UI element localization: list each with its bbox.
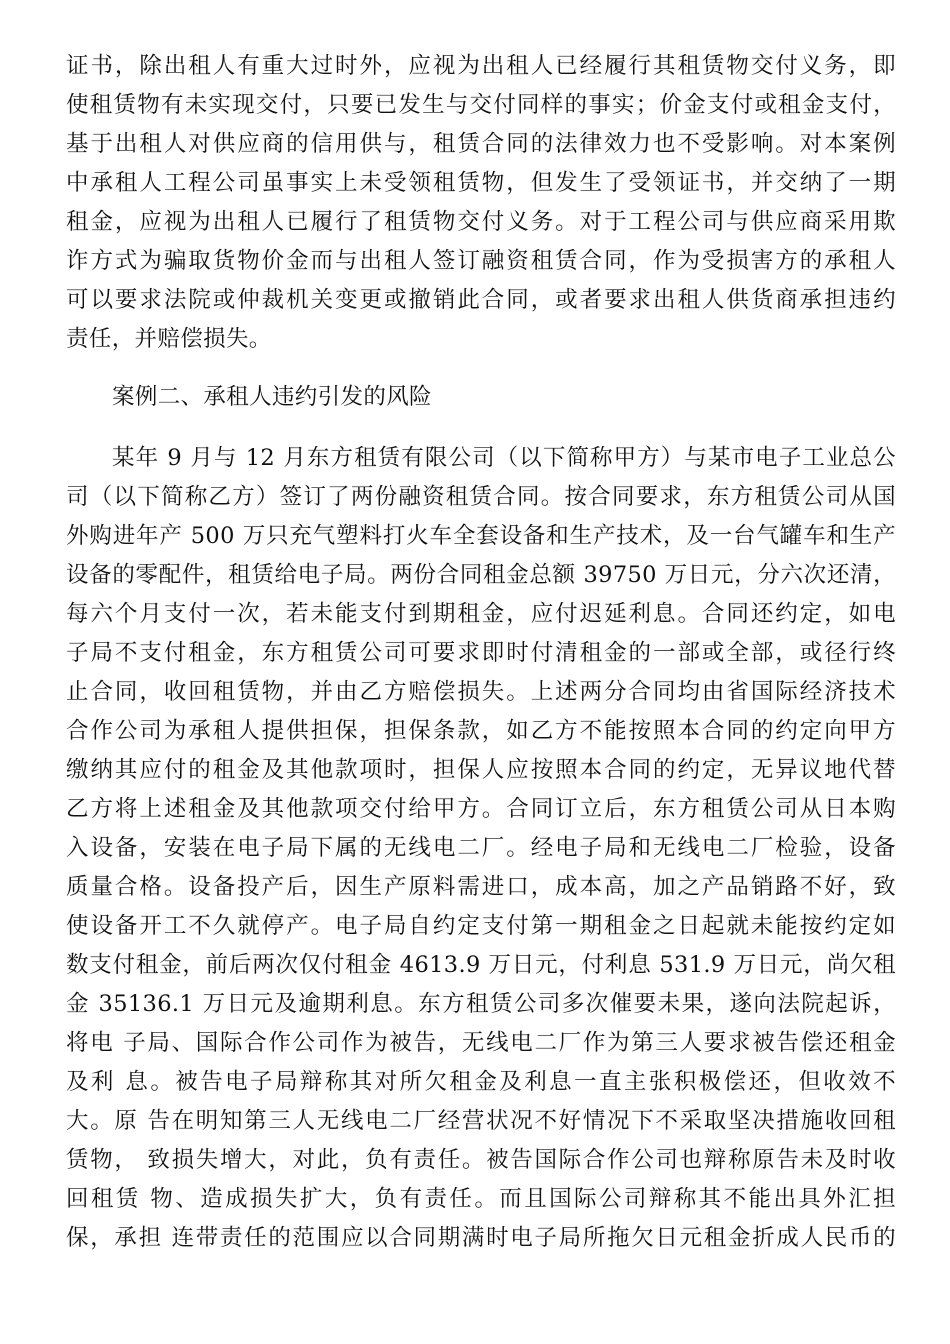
paragraph-2-line: 大。原 告在明知第三人无线电二厂经营状况不好情况下不采取坚决措施收回租 bbox=[66, 1108, 896, 1134]
paragraph-2-line: 将电 子局、国际合作公司作为被告，无线电二厂作为第三人要求被告偿还租金 bbox=[66, 1030, 896, 1056]
paragraph-2-line: 某年 9 月与 12 月东方租赁有限公司（以下简称甲方）与某市电子工业总公 bbox=[112, 445, 896, 471]
paragraph-2-line: 入设备，安装在电子局下属的无线电二厂。经电子局和无线电二厂检验，设备 bbox=[66, 835, 896, 861]
paragraph-1-line: 证书，除出租人有重大过时外，应视为出租人已经履行其租赁物交付义务，即 bbox=[66, 53, 896, 79]
paragraph-2-line: 司（以下简称乙方）签订了两份融资租赁合同。按合同要求，东方租赁公司从国 bbox=[66, 484, 896, 510]
paragraph-1-line: 使租赁物有未实现交付，只要已发生与交付同样的事实；价金支付或租金支付， bbox=[66, 92, 896, 118]
paragraph-1-line: 诈方式为骗取货物价金而与出租人签订融资租赁合同，作为受损害方的承租人 bbox=[66, 248, 896, 274]
paragraph-2-line: 保，承担 连带责任的范围应以合同期满时电子局所拖欠日元租金折成人民币的 bbox=[66, 1225, 896, 1251]
paragraph-1-line: 可以要求法院或仲裁机关变更或撤销此合同，或者要求出租人供货商承担违约 bbox=[66, 287, 896, 313]
paragraph-2-line: 设备的零配件，租赁给电子局。两份合同租金总额 39750 万日元，分六次还清， bbox=[66, 562, 896, 588]
paragraph-1-line: 责任，并赔偿损失。 bbox=[66, 326, 272, 352]
paragraph-2-line: 质量合格。设备投产后，因生产原料需进口，成本高，加之产品销路不好，致 bbox=[66, 874, 896, 900]
paragraph-1-line: 基于出租人对供应商的信用供与，租赁合同的法律效力也不受影响。对本案例 bbox=[66, 131, 896, 157]
paragraph-2-line: 回租赁 物、造成损失扩大，负有责任。而且国际公司辩称其不能出具外汇担 bbox=[66, 1186, 896, 1212]
section-heading: 案例二、承租人违约引发的风险 bbox=[112, 384, 432, 410]
paragraph-2-line: 每六个月支付一次，若未能支付到期租金，应付迟延利息。合同还约定，如电 bbox=[66, 601, 896, 627]
paragraph-2-line: 止合同，收回租赁物，并由乙方赔偿损失。上述两分合同均由省国际经济技术 bbox=[66, 679, 896, 705]
paragraph-2-line: 及利 息。被告电子局辩称其对所欠租金及利息一直主张积极偿还，但收效不 bbox=[66, 1069, 896, 1095]
paragraph-2-line: 外购进年产 500 万只充气塑料打火车全套设备和生产技术，及一台气罐车和生产 bbox=[66, 523, 896, 549]
paragraph-2-line: 使设备开工不久就停产。电子局自约定支付第一期租金之日起就未能按约定如 bbox=[66, 913, 896, 939]
paragraph-2-line: 乙方将上述租金及其他款项交付给甲方。合同订立后，东方租赁公司从日本购 bbox=[66, 796, 896, 822]
paragraph-1-line: 租金，应视为出租人已履行了租赁物交付义务。对于工程公司与供应商采用欺 bbox=[66, 209, 896, 235]
paragraph-2-line: 子局不支付租金，东方租赁公司可要求即时付清租金的一部或全部，或径行终 bbox=[66, 640, 896, 666]
paragraph-2-line: 金 35136.1 万日元及逾期利息。东方租赁公司多次催要未果，遂向法院起诉， bbox=[66, 991, 896, 1017]
paragraph-2-line: 合作公司为承租人提供担保，担保条款，如乙方不能按照本合同的约定向甲方 bbox=[66, 718, 896, 744]
paragraph-2-line: 赁物， 致损失增大，对此，负有责任。被告国际合作公司也辩称原告未及时收 bbox=[66, 1147, 896, 1173]
paragraph-1-line: 中承租人工程公司虽事实上未受领租赁物，但发生了受领证书，并交纳了一期 bbox=[66, 170, 896, 196]
paragraph-2-line: 缴纳其应付的租金及其他款项时，担保人应按照本合同的约定，无异议地代替 bbox=[66, 757, 896, 783]
paragraph-2-line: 数支付租金，前后两次仅付租金 4613.9 万日元，付利息 531.9 万日元，尚欠租 bbox=[66, 952, 896, 978]
